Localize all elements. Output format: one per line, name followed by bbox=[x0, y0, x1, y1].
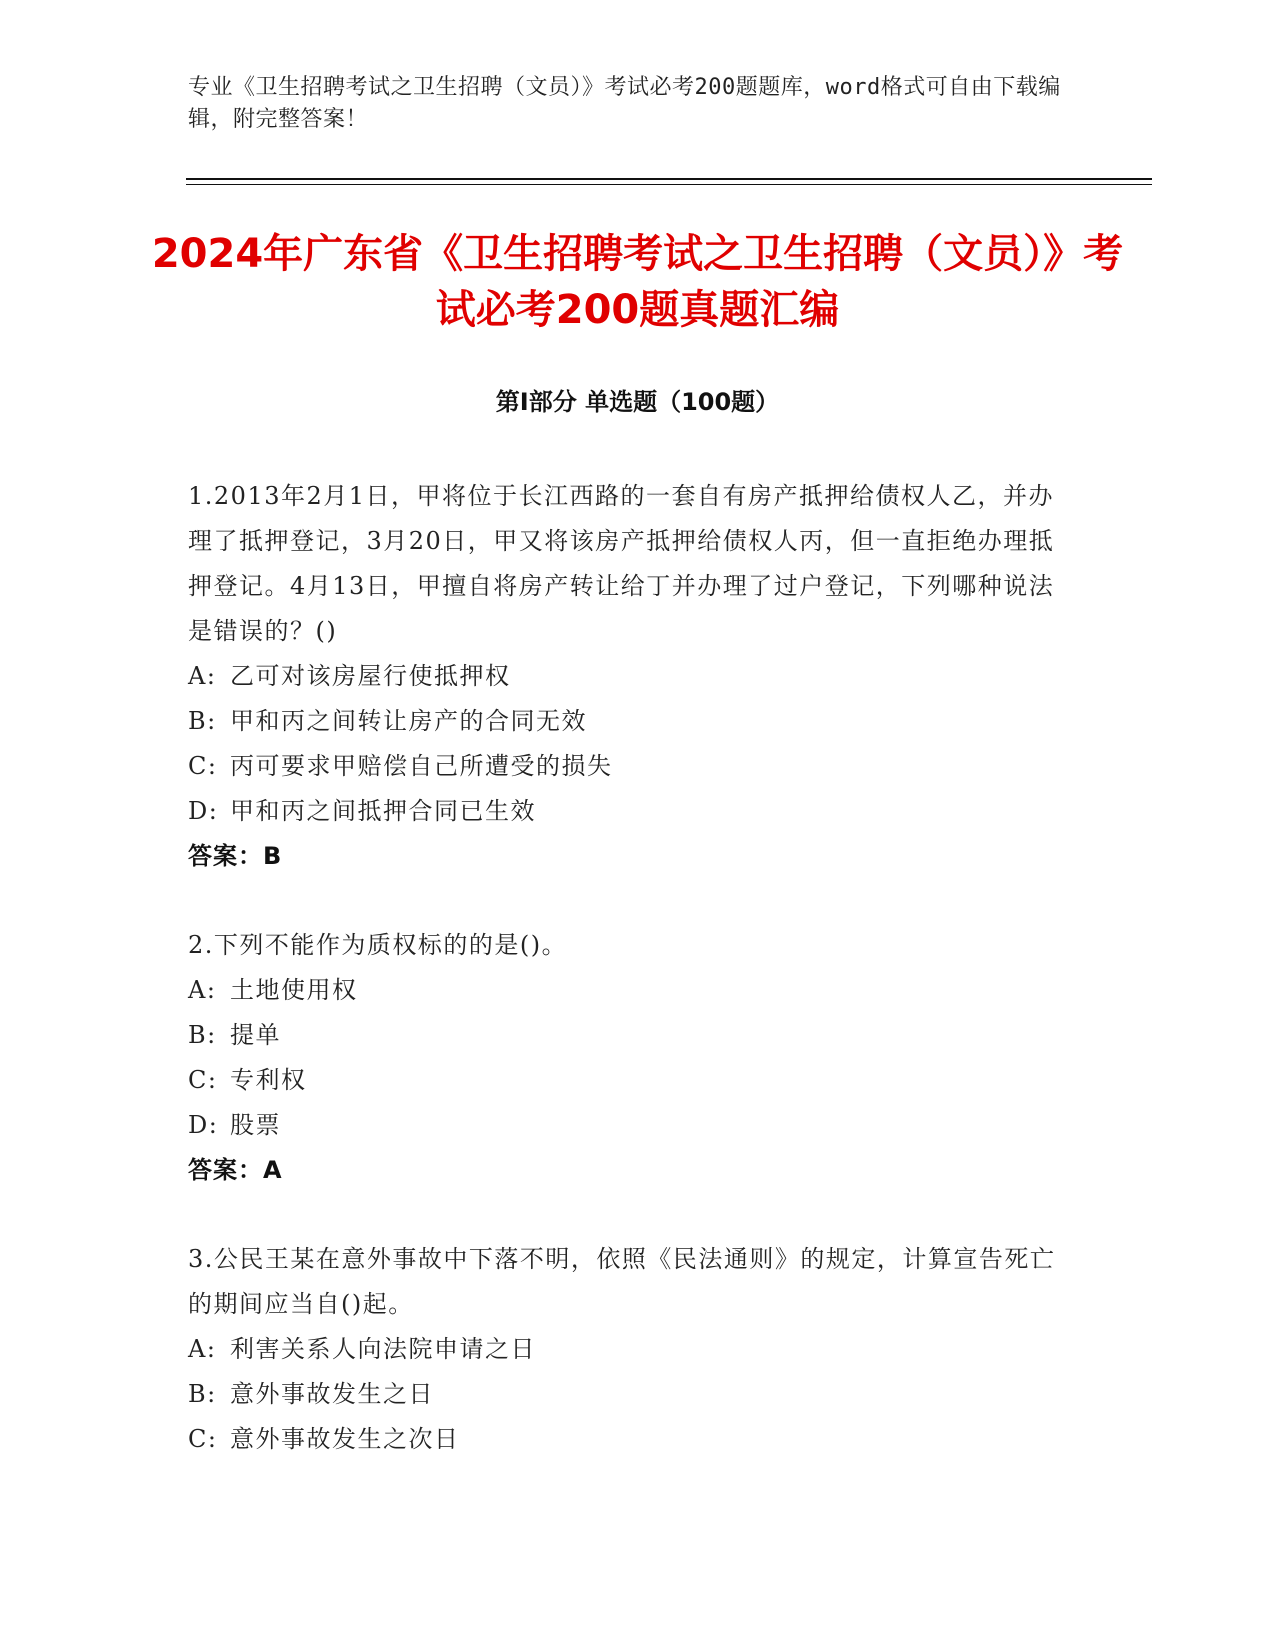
document-title: 2024年广东省《卫生招聘考试之卫生招聘（文员）》考试必考200题真题汇编 bbox=[151, 231, 1124, 333]
option-key: D: bbox=[188, 1111, 219, 1139]
section-title: 第Ⅰ部分 单选题（100题） bbox=[495, 388, 780, 416]
option-b bbox=[188, 1372, 1068, 1417]
question-item bbox=[188, 923, 1068, 1193]
option-b bbox=[188, 699, 1068, 744]
option-key: C: bbox=[188, 752, 218, 780]
option-a bbox=[188, 654, 1068, 699]
option-c bbox=[188, 744, 1068, 789]
question-spacer bbox=[188, 1193, 1068, 1237]
option-key: A: bbox=[188, 976, 217, 1004]
option-text: 意外事故发生之日 bbox=[230, 1380, 434, 1408]
option-text: 乙可对该房屋行使抵押权 bbox=[230, 662, 511, 690]
question-stem: 2.下列不能作为质权标的的是()。 bbox=[188, 931, 568, 959]
question-item bbox=[188, 474, 1068, 879]
option-key: A: bbox=[188, 662, 217, 690]
answer-line bbox=[188, 1148, 1068, 1193]
option-key: B: bbox=[188, 1380, 217, 1408]
option-a bbox=[188, 968, 1068, 1013]
option-text: 甲和丙之间抵押合同已生效 bbox=[230, 797, 536, 825]
option-c bbox=[188, 1417, 1068, 1462]
option-key: C: bbox=[188, 1425, 218, 1453]
header-divider-thick bbox=[186, 178, 1152, 180]
option-text: 利害关系人向法院申请之日 bbox=[230, 1335, 536, 1363]
option-key: C: bbox=[188, 1066, 218, 1094]
option-text: 股票 bbox=[230, 1111, 281, 1139]
answer-label: 答案： bbox=[188, 1156, 263, 1184]
option-text: 意外事故发生之次日 bbox=[230, 1425, 460, 1453]
answer-line bbox=[188, 834, 1068, 879]
option-text: 甲和丙之间转让房产的合同无效 bbox=[230, 707, 587, 735]
header-divider-thin bbox=[186, 184, 1152, 185]
question-stem: 1.2013年2月1日，甲将位于长江西路的一套自有房产抵押给债权人乙，并办理了抵押登记，3月20日，甲又将该房产抵押给债权人丙，但一直拒绝办理抵押登记。4月13日，甲擅自将房产转让给丁并办理了过户登记，下列哪种说法是错误的？() bbox=[188, 482, 1055, 645]
option-d bbox=[188, 789, 1068, 834]
header-note: 专业《卫生招聘考试之卫生招聘（文员）》考试必考200题题库，word格式可自由下载编辑，附完整答案！ bbox=[188, 75, 1061, 132]
option-text: 提单 bbox=[230, 1021, 281, 1049]
question-spacer bbox=[188, 879, 1068, 923]
question-stem: 3.公民王某在意外事故中下落不明，依照《民法通则》的规定，计算宣告死亡的期间应当自()起。 bbox=[188, 1245, 1056, 1318]
answer-value: A bbox=[263, 1156, 283, 1184]
answer-label: 答案： bbox=[188, 842, 263, 870]
option-key: B: bbox=[188, 1021, 217, 1049]
option-key: B: bbox=[188, 707, 217, 735]
option-key: D: bbox=[188, 797, 219, 825]
option-key: A: bbox=[188, 1335, 217, 1363]
option-d bbox=[188, 1103, 1068, 1148]
option-text: 土地使用权 bbox=[230, 976, 358, 1004]
option-text: 专利权 bbox=[230, 1066, 307, 1094]
answer-value: B bbox=[263, 842, 283, 870]
option-a bbox=[188, 1327, 1068, 1372]
option-c bbox=[188, 1058, 1068, 1103]
question-list bbox=[188, 474, 1068, 1462]
option-text: 丙可要求甲赔偿自己所遭受的损失 bbox=[230, 752, 613, 780]
option-b bbox=[188, 1013, 1068, 1058]
question-item bbox=[188, 1237, 1068, 1462]
